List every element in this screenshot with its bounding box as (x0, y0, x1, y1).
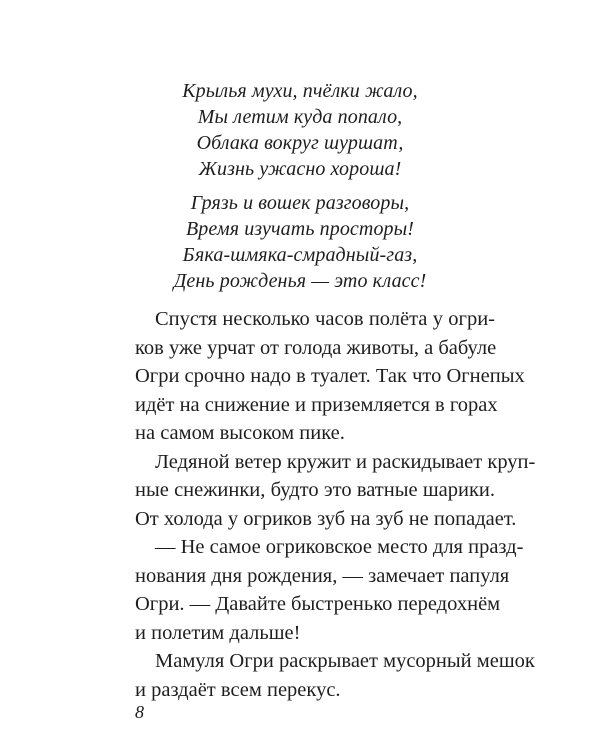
poem-line: Крылья мухи, пчёлки жало, (182, 80, 418, 102)
paragraph-1 (135, 305, 525, 448)
text-line: и полетим дальше! (135, 621, 301, 644)
poem-line: Грязь и вошек разговоры, (190, 192, 410, 214)
poem-line: Бяка-шмяка-смрадный-газ, (182, 244, 418, 266)
text-line: ков уже урчат от голода животы, а бабуле (135, 336, 497, 359)
paragraph-3 (135, 533, 524, 647)
poem-line: Мы летим куда попало, (197, 106, 403, 128)
paragraph-4 (135, 647, 535, 704)
text-line: Огри срочно надо в туалет. Так что Огнепых (135, 365, 525, 387)
poem-line: Время изучать просторы! (185, 218, 415, 240)
text-line: идёт на снижение и приземляется в горах (135, 393, 498, 416)
text-line: Мамуля Огри раскрывает мусорный мешок (155, 650, 535, 672)
poem-stanza-1 (0, 78, 600, 182)
poem-line: День рожденья — это класс! (173, 270, 427, 292)
text-line: нования дня рождения, — замечает папуля (135, 564, 510, 587)
text-line: — Не самое огриковское место для празд- (155, 536, 524, 558)
text-line: Ледяной ветер кружит и раскидывает круп- (155, 450, 536, 473)
text-line: От холода у огриков зуб на зуб не попадает. (135, 507, 517, 530)
text-line: Огри. — Давайте быстренько передохнём (135, 593, 501, 615)
page-number: 8 (135, 702, 144, 722)
prose-body (135, 305, 536, 704)
paragraph-2 (135, 448, 536, 534)
poem-stanza-2 (0, 190, 600, 294)
text-line: и раздаёт всем перекус. (135, 678, 341, 701)
poem-line: Жизнь ужасно хороша! (198, 158, 402, 180)
text-line: ные снежинки, будто это ватные шарики. (135, 479, 495, 501)
text-line: на самом высоком пике. (135, 422, 345, 444)
poem-line: Облака вокруг шуршат, (196, 132, 404, 154)
text-line: Спустя несколько часов полёта у огри- (155, 308, 495, 330)
